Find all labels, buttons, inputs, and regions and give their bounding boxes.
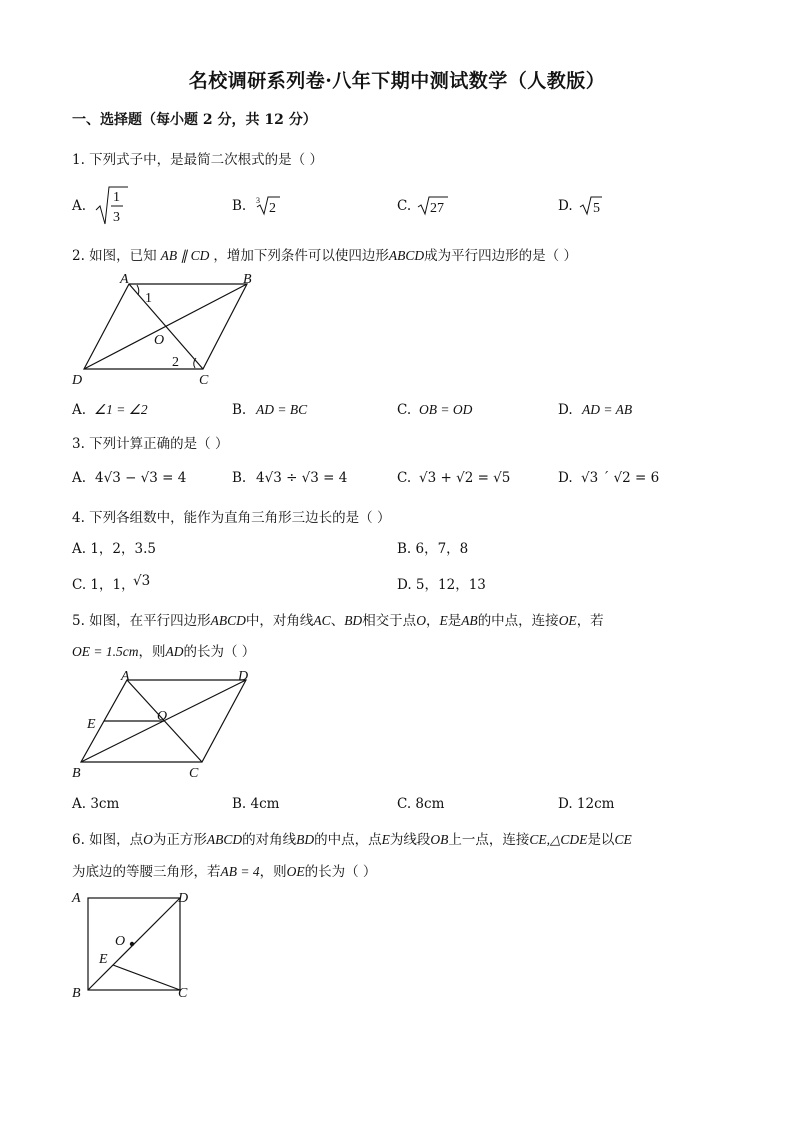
question-5-stem-line2: OE = 1.5cm，则AD的长为（ ） bbox=[72, 644, 256, 660]
q5-option-b: B. 4cm bbox=[232, 796, 280, 812]
vertex-d-label: D bbox=[178, 891, 189, 906]
point-o-label: O bbox=[157, 709, 168, 724]
q2-option-c-math: OB = OD bbox=[419, 402, 473, 417]
q5-option-c: C. 8cm bbox=[397, 796, 445, 812]
q4-option-d: D. 5，12，13 bbox=[397, 577, 486, 593]
vertex-a-label: A bbox=[72, 891, 81, 906]
question-6-stem-line2: 为底边的等腰三角形，若AB = 4，则OE的长为（ ） bbox=[72, 864, 377, 880]
vertex-c-label: C bbox=[199, 373, 209, 388]
q1-option-a-math bbox=[94, 184, 130, 232]
question-3-stem: 3. 下列计算正确的是（ ） bbox=[72, 436, 229, 452]
q4-option-c-math: √3 bbox=[133, 573, 151, 589]
vertex-c-label: C bbox=[189, 766, 199, 781]
question-1-stem: 1. 下列式子中，是最简二次根式的是（ ） bbox=[72, 152, 323, 168]
q3-option-c-math: √3 + √2 = √5 bbox=[419, 470, 511, 486]
angle-2-label: 2 bbox=[172, 355, 179, 370]
q2-option-b-label: B. bbox=[232, 402, 247, 418]
q3-option-d-math: √3 ´ √2 = 6 bbox=[581, 470, 660, 486]
q3-option-a-label: A. bbox=[72, 470, 87, 486]
q2-option-a-math: ∠1 = ∠2 bbox=[94, 402, 148, 417]
svg-text:1: 1 bbox=[113, 190, 120, 205]
q2-option-d-math: AD = AB bbox=[582, 402, 633, 417]
q5-parallelogram-figure bbox=[66, 666, 266, 788]
vertex-b-label: B bbox=[72, 986, 81, 1001]
svg-text:2: 2 bbox=[269, 201, 276, 216]
question-4-stem: 4. 下列各组数中，能作为直角三角形三边长的是（ ） bbox=[72, 510, 391, 526]
q5-option-a: A. 3cm bbox=[72, 796, 120, 812]
vertex-b-label: B bbox=[243, 272, 252, 287]
point-e-label: E bbox=[99, 952, 108, 967]
angle-1-label: 1 bbox=[145, 291, 152, 306]
q1-option-d-label: D. bbox=[558, 198, 573, 214]
page-title: 名校调研系列卷·八年下期中测试数学（人教版） bbox=[188, 70, 606, 92]
svg-text:5: 5 bbox=[593, 201, 600, 216]
q2-option-a-label: A. bbox=[72, 402, 87, 418]
vertex-d-label: D bbox=[238, 669, 249, 684]
vertex-a-label: A bbox=[121, 669, 130, 684]
q4-option-a: A. 1，2，3.5 bbox=[72, 541, 156, 557]
question-2-stem: 2. 如图，已知 AB ∥ CD ，增加下列条件可以使四边形ABCD成为平行四边形的是（ ） bbox=[72, 248, 577, 264]
point-o-label: O bbox=[154, 333, 165, 348]
q3-option-b-math: 4√3 ÷ √3 = 4 bbox=[256, 470, 348, 486]
q1-option-c-label: C. bbox=[397, 198, 412, 214]
q3-option-b-label: B. bbox=[232, 470, 247, 486]
vertex-b-label: B bbox=[72, 766, 81, 781]
q1-option-b-label: B. bbox=[232, 198, 247, 214]
svg-text:27: 27 bbox=[430, 201, 444, 216]
q2-option-d-label: D. bbox=[558, 402, 573, 418]
svg-text:3: 3 bbox=[113, 210, 120, 225]
q3-option-c-label: C. bbox=[397, 470, 412, 486]
q1-option-c-math bbox=[417, 194, 451, 220]
svg-text:3: 3 bbox=[256, 196, 260, 205]
vertex-c-label: C bbox=[178, 986, 188, 1001]
q4-option-c: C. 1，1， bbox=[72, 577, 135, 593]
q3-option-d-label: D. bbox=[558, 470, 573, 486]
q1-option-a-label: A. bbox=[72, 198, 87, 214]
q6-square-figure bbox=[66, 884, 206, 1012]
q2-option-b-math: AD = BC bbox=[256, 402, 308, 417]
section-heading: 一、选择题（每小题 2 分，共 12 分） bbox=[72, 112, 317, 128]
vertex-a-label: A bbox=[120, 272, 129, 287]
point-e-label: E bbox=[87, 717, 96, 732]
question-6-stem-line1: 6. 如图，点O为正方形ABCD的对角线BD的中点，点E为线段OB上一点，连接CE,△CDE是以CE bbox=[72, 832, 632, 848]
q3-option-a-math: 4√3 − √3 = 4 bbox=[95, 470, 187, 486]
q4-option-b: B. 6，7，8 bbox=[397, 541, 469, 557]
question-5-stem-line1: 5. 如图，在平行四边形ABCD中，对角线AC、BD相交于点O，E是AB的中点，连接OE，若 bbox=[72, 613, 604, 629]
q1-option-d-math bbox=[579, 194, 605, 220]
q5-option-d: D. 12cm bbox=[558, 796, 615, 812]
vertex-d-label: D bbox=[72, 373, 83, 388]
point-o-label: O bbox=[115, 934, 126, 949]
q1-option-b-math bbox=[254, 194, 284, 220]
q2-parallelogram-figure bbox=[66, 268, 266, 394]
q2-option-c-label: C. bbox=[397, 402, 412, 418]
